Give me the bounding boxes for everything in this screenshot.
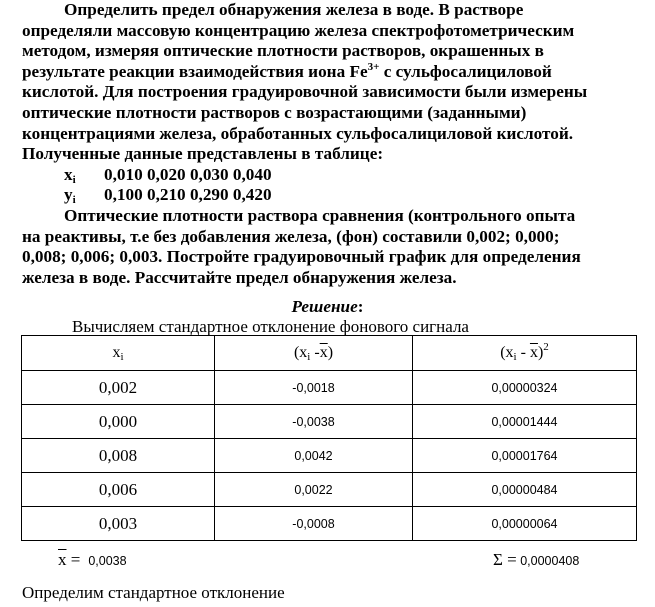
table-row <box>22 405 637 439</box>
cell-xi: 0,003 <box>22 507 215 541</box>
y-values: 0,100 0,210 0,290 0,420 <box>104 185 272 205</box>
header-deviation: ($x_i$ $-\overline{x}$) <box>215 336 413 371</box>
cell-deviation: -0,0038 <box>215 405 413 439</box>
problem-line: определяли массовую концентрацию железа спектрофотометрическим <box>22 20 575 40</box>
sum-value: Σ = 0,0000408 <box>493 550 580 569</box>
cell-deviation: 0,0042 <box>215 439 413 473</box>
problem-line: оптические плотности растворов с возрастающими (заданными) <box>22 102 527 122</box>
cell-deviation: -0,0008 <box>215 507 413 541</box>
y-values-row <box>22 185 642 206</box>
problem-line: методом, измеряя оптические плотности растворов, окрашенных в <box>22 41 544 61</box>
cell-xi: 0,008 <box>22 439 215 473</box>
table-row <box>22 439 637 473</box>
cell-squared: 0,00000064 <box>413 507 637 541</box>
cell-squared: 0,00000484 <box>413 473 637 507</box>
problem-line: на реактивы, т.е без добавления железа, (фон) составили 0,002; 0,000; <box>22 226 560 246</box>
header-squared-deviation: $(x_i - \overline{x})^2$ <box>413 336 637 371</box>
cell-deviation: -0,0018 <box>215 371 413 405</box>
problem-text: результате реакции взаимодействия иона Fe <box>22 61 368 81</box>
table-header-row <box>22 336 637 371</box>
table-row <box>22 507 637 541</box>
problem-line: 0,008; 0,006; 0,003. Постройте градуировочный график для определения <box>22 247 581 267</box>
y-label: $y_i$ <box>64 185 76 207</box>
problem-line: Определить предел обнаружения железа в воде. В растворе <box>64 0 524 19</box>
mean-value: $\overline{x} = 0,0038$ <box>58 550 127 569</box>
problem-line: Полученные данные представлены в таблице: <box>22 144 384 164</box>
solution-intro: Вычисляем стандартное отклонение фонового сигнала <box>72 317 469 336</box>
x-values-row <box>22 165 642 186</box>
table-row <box>22 371 637 405</box>
table-row <box>22 473 637 507</box>
cell-xi: 0,006 <box>22 473 215 507</box>
background-signal-table <box>21 335 637 541</box>
problem-line: кислотой. Для построения градуировочной зависимости были измерены <box>22 82 588 102</box>
problem-line: железа в воде. Рассчитайте предел обнаружения железа. <box>22 267 457 287</box>
x-values: 0,010 0,020 0,030 0,040 <box>104 164 272 184</box>
solution-title: Решение: <box>291 297 364 316</box>
x-label: $x_i$ <box>64 164 76 186</box>
ion-charge: 3+ <box>367 60 380 73</box>
problem-statement <box>22 0 642 288</box>
cell-squared: 0,00000324 <box>413 371 637 405</box>
footer-text: Определим стандартное отклонение <box>22 583 285 602</box>
problem-line: Оптические плотности раствора сравнения (контрольного опыта <box>64 205 576 225</box>
header-xi: $x_i$ <box>22 336 215 371</box>
cell-squared: 0,00001764 <box>413 439 637 473</box>
cell-xi: 0,002 <box>22 371 215 405</box>
cell-squared: 0,00001444 <box>413 405 637 439</box>
problem-line <box>22 62 642 83</box>
problem-line: концентрациями железа, обработанных сульфосалициловой кислотой. <box>22 123 574 143</box>
cell-xi: 0,000 <box>22 405 215 439</box>
problem-text: с сульфосалициловой <box>379 61 552 81</box>
cell-deviation: 0,0022 <box>215 473 413 507</box>
